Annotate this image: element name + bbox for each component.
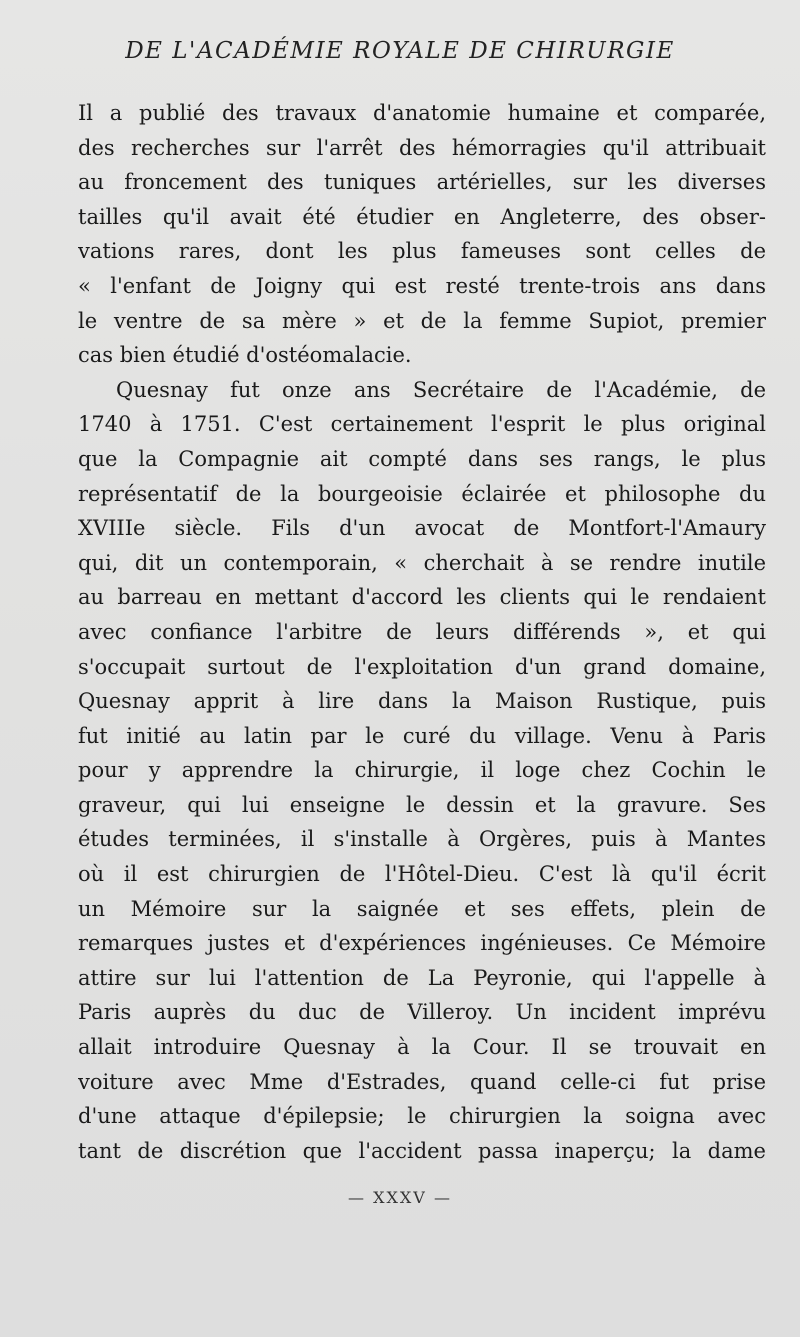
text-line: études terminées, il s'installe à Orgères, puis à Mantes [78, 827, 766, 852]
text-line: vations rares, dont les plus fameuses sont celles de [78, 239, 766, 264]
text-line: d'une attaque d'épilepsie; le chirurgien la soigna avec [78, 1104, 766, 1129]
text-line: allait introduire Quesnay à la Cour. Il se trouvait en [78, 1035, 766, 1060]
text-line: remarques justes et d'expériences ingénieuses. Ce Mémoire [78, 931, 766, 956]
text-line: représentatif de la bourgeoisie éclairée et philosophe du [78, 481, 766, 506]
text-line: Quesnay fut onze ans Secrétaire de l'Académie, de [116, 377, 766, 402]
text-line: cas bien étudié d'ostéomalacie. [78, 343, 412, 368]
text-line: tailles qu'il avait été étudier en Angleterre, des obser- [78, 204, 766, 229]
text-line: graveur, qui lui enseigne le dessin et la gravure. Ses [78, 792, 766, 817]
text-line: des recherches sur l'arrêt des hémorragies qu'il attribuait [78, 135, 766, 160]
text-line: Il a publié des travaux d'anatomie humaine et comparée, [78, 101, 766, 125]
text-line: où il est chirurgien de l'Hôtel-Dieu. C'est là qu'il écrit [78, 862, 766, 887]
text-line: que la Compagnie ait compté dans ses rangs, le plus [78, 446, 766, 471]
text-line: « l'enfant de Joigny qui est resté trente-trois ans dans [78, 273, 766, 298]
text-line: XVIIIe siècle. Fils d'un avocat de Montfort-l'Amaury [78, 516, 766, 541]
text-line: Paris auprès du duc de Villeroy. Un incident imprévu [78, 1000, 766, 1025]
text-line: au froncement des tuniques artérielles, sur les diverses [78, 170, 766, 195]
text-line: pour y apprendre la chirurgie, il loge chez Cochin le [78, 758, 766, 783]
text-line: fut initié au latin par le curé du village. Venu à Paris [78, 723, 766, 748]
text-line: voiture avec Mme d'Estrades, quand celle-ci fut prise [78, 1069, 766, 1094]
paragraph-2 [78, 373, 766, 1169]
text-line: qui, dit un contemporain, « cherchait à se rendre inutile [78, 550, 766, 575]
text-line: tant de discrétion que l'accident passa inaperçu; la dame [78, 1138, 766, 1163]
text-line: Quesnay apprit à lire dans la Maison Rustique, puis [78, 689, 766, 714]
paragraph-1 [78, 96, 766, 373]
text-line: un Mémoire sur la saignée et ses effets, plein de [78, 896, 766, 921]
text-line: au barreau en mettant d'accord les clients qui le rendaient [78, 585, 766, 610]
text-line: s'occupait surtout de l'exploitation d'un grand domaine, [78, 654, 766, 679]
page-number: — XXXV — [348, 1188, 452, 1207]
body-text [78, 96, 766, 1168]
text-line: le ventre de sa mère » et de la femme Supiot, premier [78, 308, 766, 333]
text-line: 1740 à 1751. C'est certainement l'esprit le plus original [78, 412, 766, 437]
text-line: attire sur lui l'attention de La Peyronie, qui l'appelle à [78, 965, 766, 990]
text-line: avec confiance l'arbitre de leurs différends », et qui [78, 619, 766, 644]
running-head: DE L'ACADÉMIE ROYALE DE CHIRURGIE [125, 38, 675, 64]
